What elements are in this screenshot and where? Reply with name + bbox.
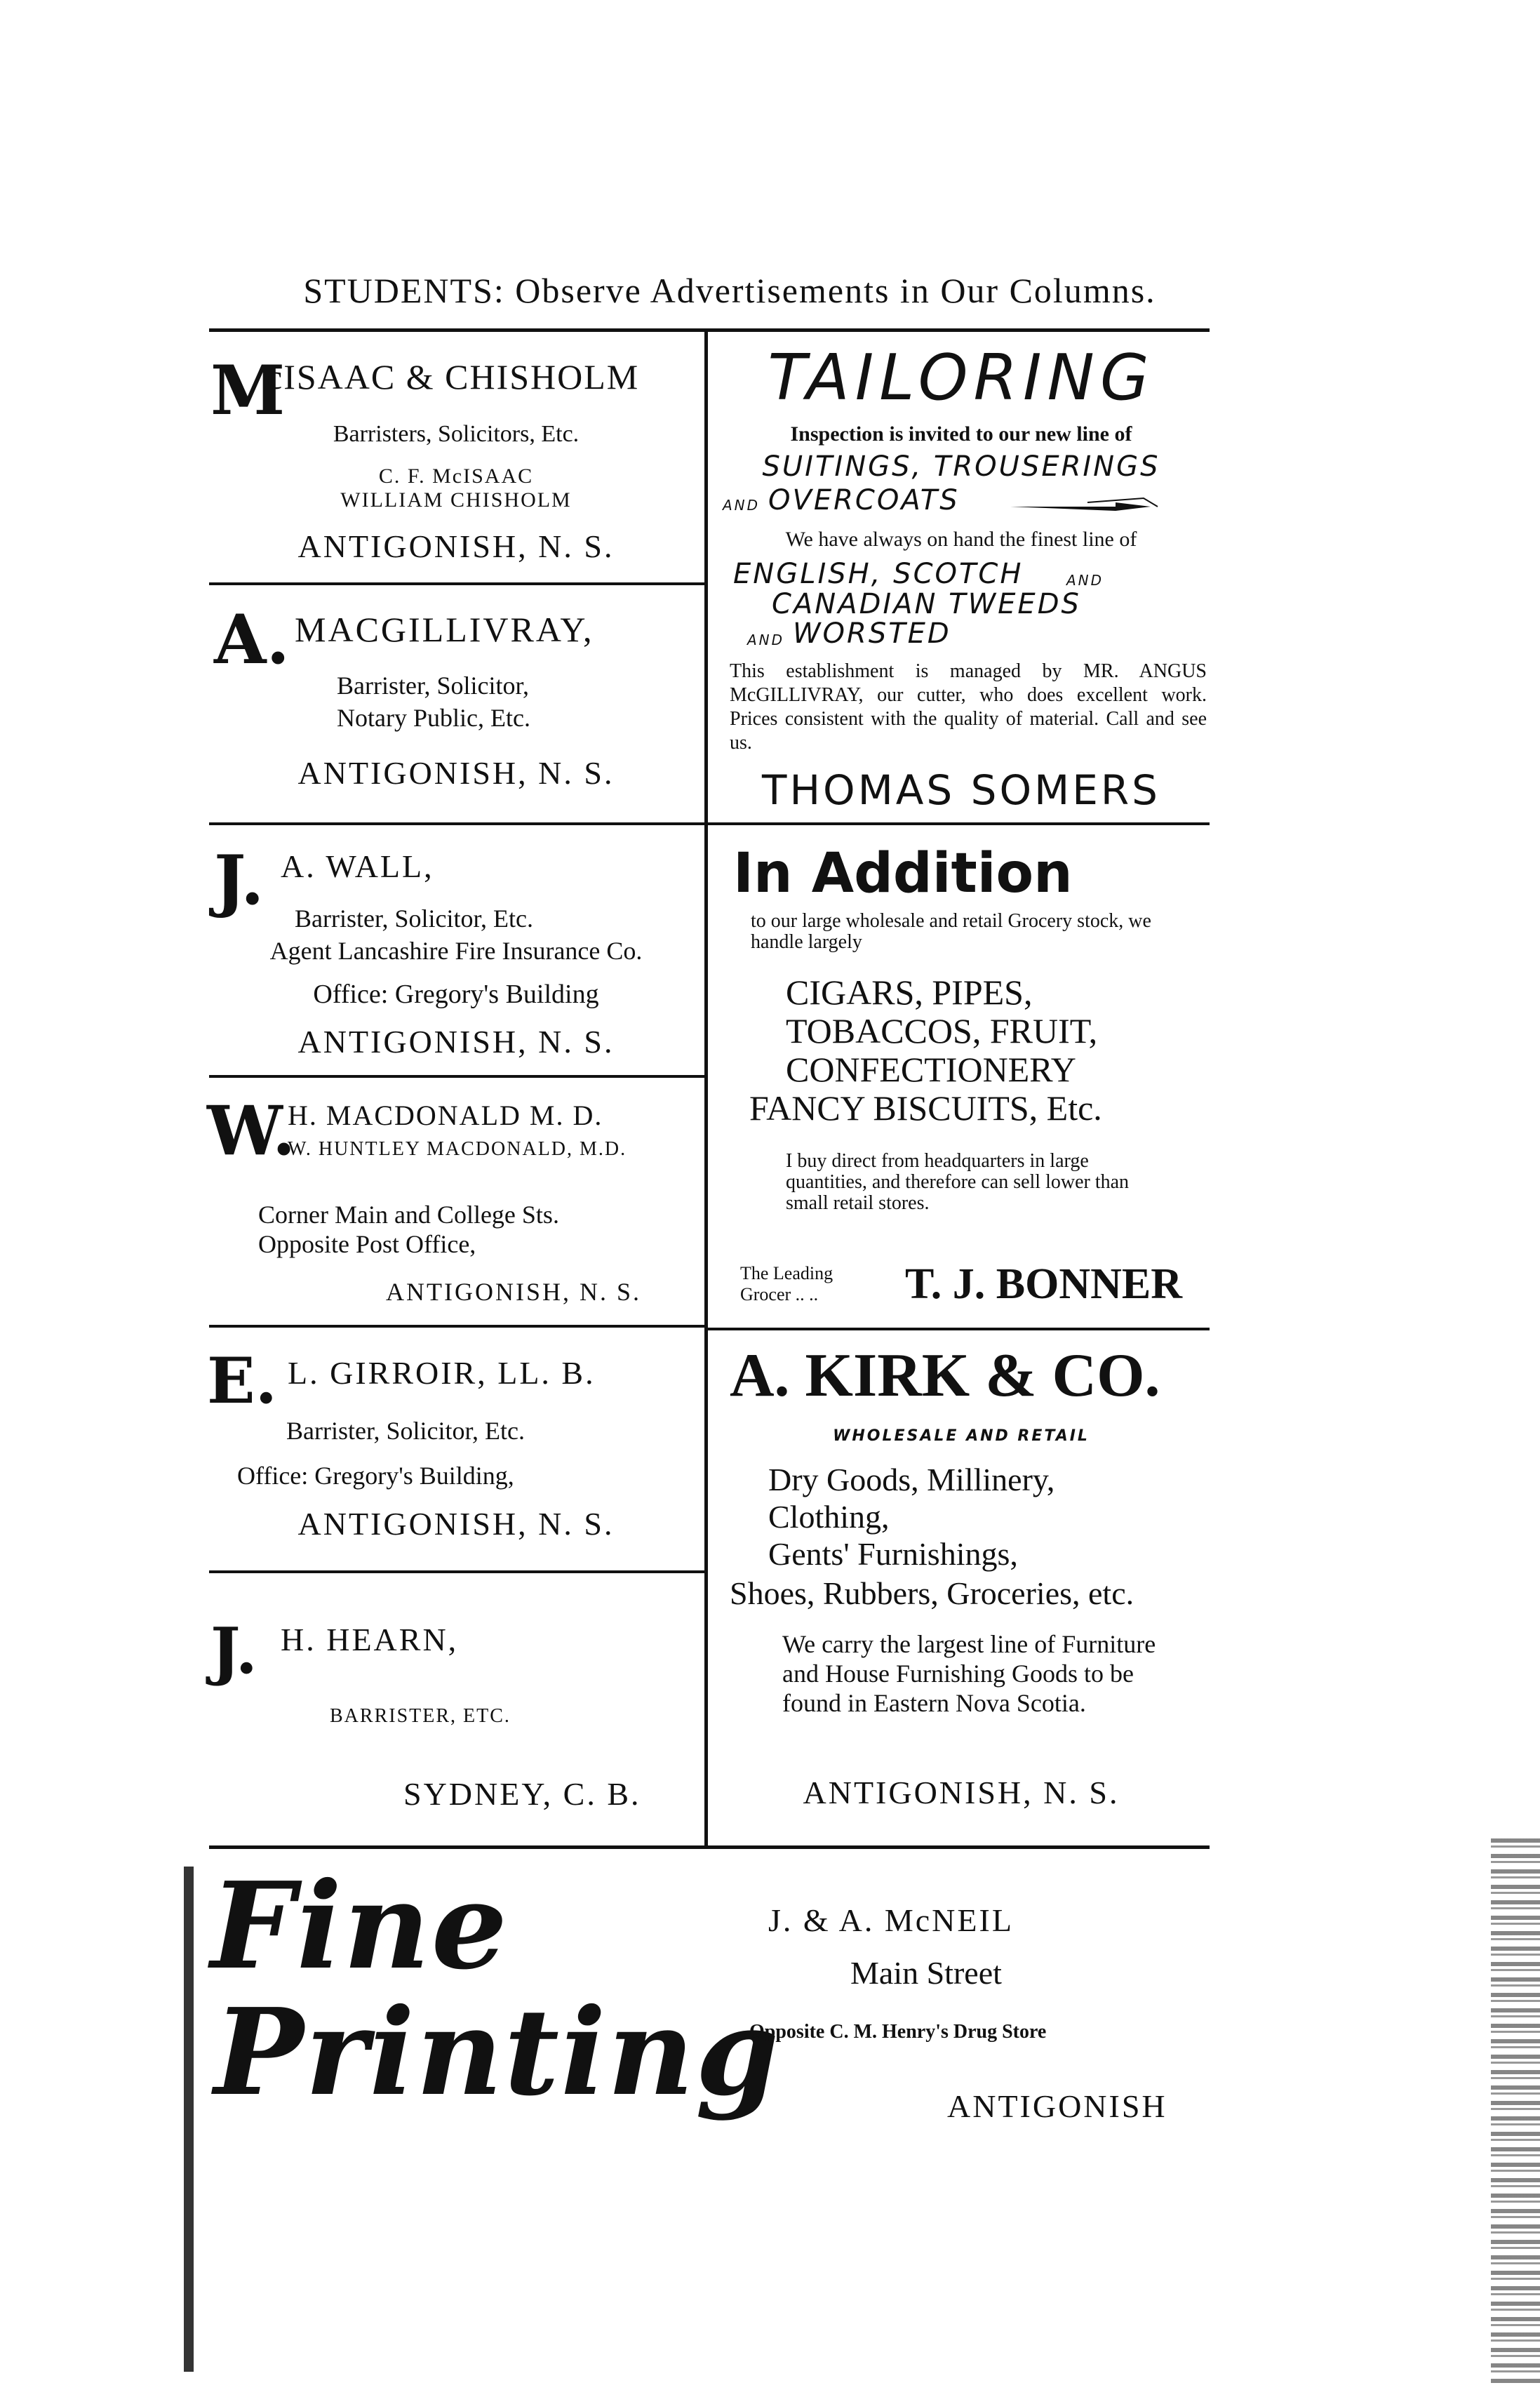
- kirk-body: We carry the largest line of Furniture and House Furnishing Goods to be found in Eastern Nova Scotia.: [782, 1630, 1156, 1717]
- macdonald-initial: W.: [207, 1091, 296, 1170]
- tailoring-body: This establishment is managed by MR. ANGUS McGILLIVRAY, our cutter, who does excellent work. Prices consistent with the quality of material. Call and see us.: [730, 660, 1207, 754]
- macdonald-address-2: Opposite Post Office,: [258, 1230, 476, 1258]
- kirk-city: ANTIGONISH, N. S.: [803, 1775, 1120, 1810]
- macgillivray-role-1: Barrister, Solicitor,: [337, 672, 530, 700]
- wall-initial: J.: [214, 841, 265, 920]
- kirk-line-2: Clothing,: [768, 1499, 890, 1535]
- bonner-body: I buy direct from headquarters in large quantities, and therefore can sell lower than small retail stores.: [786, 1150, 1130, 1214]
- rule-r2: [707, 1328, 1210, 1330]
- wall-city: ANTIGONISH, N. S.: [297, 1024, 615, 1060]
- bonner-item-4: FANCY BISCUITS, Etc.: [749, 1088, 1102, 1128]
- tailoring-line-3: ENGLISH, SCOTCH: [733, 558, 1024, 590]
- kirk-line-1: Dry Goods, Millinery,: [768, 1462, 1055, 1497]
- tailoring-title: TAILORING: [768, 341, 1155, 415]
- girroir-city: ANTIGONISH, N. S.: [297, 1506, 615, 1542]
- tailoring-stock: We have always on hand the finest line of: [785, 528, 1137, 551]
- kirk-line-3: Gents' Furnishings,: [768, 1536, 1018, 1572]
- rule-5: [209, 1570, 704, 1573]
- girroir-role: Barrister, Solicitor, Etc.: [286, 1417, 525, 1445]
- hearn-name: H. HEARN,: [281, 1622, 459, 1657]
- wall-name: A. WALL,: [281, 848, 434, 884]
- wall-role: Barrister, Solicitor, Etc.: [295, 904, 534, 933]
- page-header: STUDENTS: Observe Advertisements in Our Columns.: [303, 271, 1156, 310]
- printer-name: J. & A. McNEIL: [768, 1902, 1014, 1938]
- tailoring-line-2: OVERCOATS: [768, 484, 960, 516]
- arrow-ornament-icon: [1010, 491, 1165, 512]
- tailoring-and-3: AND: [747, 632, 785, 648]
- macdonald-address-1: Corner Main and College Sts.: [258, 1201, 559, 1229]
- top-rule: [209, 328, 1210, 332]
- girroir-office: Office: Gregory's Building,: [237, 1462, 514, 1490]
- column-divider: [704, 330, 708, 1847]
- rule-2: [209, 822, 704, 825]
- wall-agent: Agent Lancashire Fire Insurance Co.: [269, 937, 643, 965]
- rule-r1: [707, 822, 1210, 825]
- bonner-intro: to our large wholesale and retail Grocery stock, we handle largely: [751, 910, 1151, 953]
- macgillivray-initial: A.: [214, 600, 290, 679]
- mcisaac-partner-2: WILLIAM CHISHOLM: [340, 488, 572, 512]
- macdonald-city: ANTIGONISH, N. S.: [386, 1278, 641, 1306]
- printer-street: Main Street: [850, 1955, 1002, 1991]
- macgillivray-name: MACGILLIVRAY,: [295, 610, 594, 649]
- hearn-role: BARRISTER, ETC.: [330, 1705, 511, 1727]
- tailoring-and-1: AND: [723, 497, 761, 514]
- scan-edge-artifact: [1491, 1838, 1540, 2386]
- printer-city: ANTIGONISH: [947, 2088, 1167, 2124]
- mcisaac-name: cISAAC & CHISHOLM: [267, 357, 640, 396]
- rule-3: [209, 1075, 704, 1078]
- fine-heading: Fine: [210, 1856, 509, 1996]
- mcisaac-partner-1: C. F. McISAAC: [378, 465, 534, 488]
- macgillivray-city: ANTIGONISH, N. S.: [297, 755, 615, 791]
- bonner-title: In Addition: [733, 842, 1073, 905]
- kirk-line-4: Shoes, Rubbers, Groceries, etc.: [730, 1575, 1134, 1611]
- bonner-item-2: TOBACCOS, FRUIT,: [786, 1011, 1098, 1050]
- bonner-owner: T. J. BONNER: [905, 1260, 1183, 1308]
- kirk-subtitle: WHOLESALE AND RETAIL: [833, 1427, 1090, 1445]
- kirk-title: A. KIRK & CO.: [730, 1342, 1160, 1410]
- bonner-tag-2: Grocer .. ..: [740, 1284, 819, 1304]
- hearn-city: SYDNEY, C. B.: [403, 1776, 641, 1812]
- bottom-rule: [209, 1845, 1210, 1849]
- bonner-item-1: CIGARS, PIPES,: [786, 973, 1033, 1012]
- tailoring-owner: THOMAS SOMERS: [762, 766, 1160, 814]
- mcisaac-initial: M: [210, 351, 286, 430]
- macdonald-name: H. MACDONALD M. D.: [288, 1100, 603, 1131]
- macgillivray-role-2: Notary Public, Etc.: [337, 704, 530, 732]
- hearn-initial: J.: [210, 1614, 257, 1688]
- bonner-item-3: CONFECTIONERY: [786, 1050, 1076, 1089]
- wall-office: Office: Gregory's Building: [313, 980, 599, 1009]
- tailoring-and-2: AND: [1066, 572, 1104, 589]
- rule-4: [209, 1325, 704, 1328]
- tailoring-line-5: WORSTED: [793, 617, 951, 650]
- tailoring-intro: Inspection is invited to our new line of: [790, 422, 1132, 446]
- girroir-name: L. GIRROIR, LL. B.: [288, 1355, 596, 1391]
- mcisaac-role: Barristers, Solicitors, Etc.: [333, 421, 580, 447]
- rule-1: [209, 582, 704, 585]
- mcisaac-city: ANTIGONISH, N. S.: [297, 528, 615, 564]
- tailoring-line-1: SUITINGS, TROUSERINGS: [762, 450, 1160, 483]
- girroir-initial: E.: [207, 1344, 277, 1418]
- macdonald-partner: W. HUNTLEY MACDONALD, M.D.: [288, 1138, 627, 1160]
- printing-heading: Printing: [214, 1982, 781, 2123]
- left-margin-bar: [184, 1867, 194, 2372]
- bonner-tag-1: The Leading: [740, 1263, 833, 1283]
- tailoring-line-4: CANADIAN TWEEDS: [772, 588, 1081, 620]
- printer-opposite: Opposite C. M. Henry's Drug Store: [749, 2021, 1047, 2043]
